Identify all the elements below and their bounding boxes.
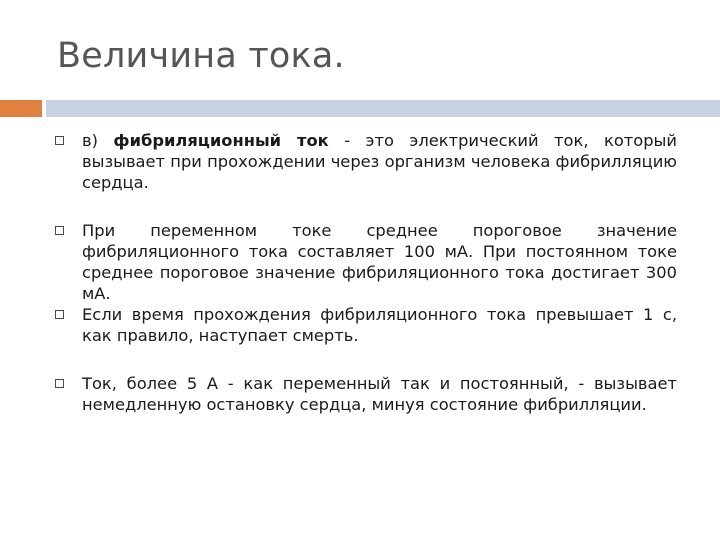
bullet-text: Ток, более 5 А - как переменный так и постоянный, - вызывает немедленную остановку сердца, минуя состояние фибрилляции. (82, 374, 677, 414)
bullet-text: - это электрический ток, который вызывает при прохождении через организм человека фибрилляцию сердца. (82, 131, 677, 192)
bullet-text: При переменном токе среднее пороговое значение фибриляционного тока составляет 100 мА. При постоянном токе среднее пороговое значение фибриляционного тока достигает 300 мА. (82, 221, 677, 303)
bullet-item (55, 373, 677, 415)
bullet-prefix: в) (82, 131, 114, 150)
bullet-text: Если время прохождения фибриляционного тока превышает 1 с, как правило, наступает смерть. (82, 305, 677, 345)
bullet-list (55, 130, 677, 415)
bullet-item (55, 130, 677, 193)
bullet-term: фибриляционный ток (113, 131, 329, 150)
bullet-item (55, 220, 677, 304)
square-bullet-icon (55, 226, 64, 235)
title-rule-bar (46, 100, 720, 117)
square-bullet-icon (55, 379, 64, 388)
square-bullet-icon (55, 136, 64, 145)
slide-title: Величина тока. (57, 36, 345, 76)
bullet-item (55, 304, 677, 346)
title-accent-bar (0, 100, 42, 117)
square-bullet-icon (55, 310, 64, 319)
